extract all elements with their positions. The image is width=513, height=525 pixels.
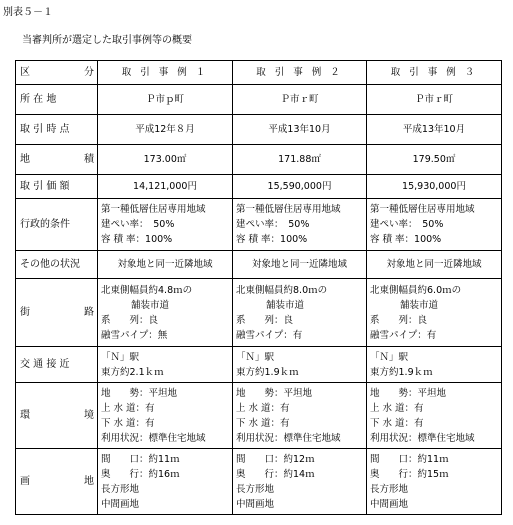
header-kubun: [16, 61, 98, 85]
water-text: 上 水 道：有: [370, 402, 424, 414]
access-case-3: [367, 347, 502, 383]
terrain-text: 地 勢：平坦地: [236, 387, 313, 399]
sewer-text: 下 水 道：有: [236, 417, 290, 429]
far-text: 容 積 率：100%: [101, 234, 173, 245]
location-label: 所 在 地: [16, 85, 98, 115]
coverage-text: 建ぺい率： 50%: [370, 219, 444, 230]
access-case-1: [98, 347, 233, 383]
time-case-2: 平成13年10月: [233, 115, 367, 145]
other-case-3: 対象地と同一近隣地域: [367, 251, 502, 279]
price-case-2: 15,590,000円: [233, 175, 367, 199]
price-row: [16, 175, 502, 199]
road-type-text: 舗装市道: [400, 299, 439, 311]
other-row: [16, 251, 502, 279]
road-case-3: [367, 279, 502, 347]
admin-case-2: [233, 199, 367, 251]
snow-pipe-text: 融雪パイプ：有: [236, 329, 303, 341]
road-series-text: 系 列：良: [101, 314, 159, 326]
snow-pipe-text: 融雪パイプ：無: [101, 329, 168, 341]
location-row: [16, 85, 502, 115]
time-case-1: 平成12年８月: [98, 115, 233, 145]
lot-label-right: 地: [84, 476, 94, 487]
admin-case-3: [367, 199, 502, 251]
admin-case-1: [98, 199, 233, 251]
area-label-right: 積: [84, 154, 94, 165]
zoning-text: 第一種低層住居専用地域: [370, 204, 475, 215]
admin-label: 行政的条件: [16, 199, 98, 251]
access-case-2: [233, 347, 367, 383]
frontage-text: 間 口：約11ｍ: [101, 453, 180, 465]
water-text: 上 水 道：有: [236, 402, 290, 414]
area-label-left: 地: [20, 154, 30, 165]
sewer-text: 下 水 道：有: [101, 417, 155, 429]
road-label-right: 路: [84, 307, 94, 318]
coverage-text: 建ぺい率： 50%: [101, 219, 175, 230]
sewer-text: 下 水 道：有: [370, 417, 424, 429]
page-title: 当審判所が選定した取引事例等の概要: [22, 35, 192, 46]
position-text: 中間画地: [236, 498, 275, 510]
far-text: 容 積 率：100%: [370, 234, 442, 245]
terrain-text: 地 勢：平坦地: [101, 387, 178, 399]
price-case-1: 14,121,000円: [98, 175, 233, 199]
time-case-3: 平成13年10月: [367, 115, 502, 145]
road-width-text: 北東側幅員約4.8ｍの: [101, 284, 193, 296]
usage-text: 利用状況：標準住宅地域: [101, 432, 206, 444]
other-case-1: 対象地と同一近隣地域: [98, 251, 233, 279]
price-label: 取 引 価 額: [16, 175, 98, 199]
road-case-1: [98, 279, 233, 347]
station-text: 「Ｎ」駅: [101, 351, 140, 363]
road-type-text: 舗装市道: [131, 299, 170, 311]
access-label: 交 通 接 近: [16, 347, 98, 383]
position-text: 中間画地: [370, 498, 409, 510]
shape-text: 長方形地: [101, 483, 140, 495]
distance-text: 東方約2.1ｋｍ: [101, 366, 164, 378]
area-case-1: 173.00㎡: [98, 145, 233, 175]
location-case-2: Ｐ市ｒ町: [233, 85, 367, 115]
admin-row: [16, 199, 502, 251]
depth-text: 奥 行：約14ｍ: [236, 468, 315, 480]
lot-row: [16, 449, 502, 515]
usage-text: 利用状況：標準住宅地域: [370, 432, 475, 444]
lot-case-2: [233, 449, 367, 515]
zoning-text: 第一種低層住居専用地域: [101, 204, 206, 215]
lot-case-3: [367, 449, 502, 515]
env-case-1: [98, 383, 233, 449]
snow-pipe-text: 融雪パイプ：有: [370, 329, 437, 341]
env-case-3: [367, 383, 502, 449]
other-case-2: 対象地と同一近隣地域: [233, 251, 367, 279]
time-label: 取 引 時 点: [16, 115, 98, 145]
env-label-right: 境: [84, 410, 94, 421]
depth-text: 奥 行：約16ｍ: [101, 468, 180, 480]
water-text: 上 水 道：有: [101, 402, 155, 414]
env-row: [16, 383, 502, 449]
zoning-text: 第一種低層住居専用地域: [236, 204, 341, 215]
road-type-text: 舗装市道: [266, 299, 305, 311]
lot-label-left: 画: [20, 476, 30, 487]
header-kubun-right: 分: [84, 67, 94, 78]
location-case-1: Ｐ市ｐ町: [98, 85, 233, 115]
header-case-2: 取 引 事 例 ２: [233, 61, 367, 85]
shape-text: 長方形地: [370, 483, 409, 495]
other-label: その他の状況: [16, 251, 98, 279]
lot-label: [16, 449, 98, 515]
price-case-3: 15,930,000円: [367, 175, 502, 199]
road-width-text: 北東側幅員約6.0ｍの: [370, 284, 462, 296]
station-text: 「Ｎ」駅: [236, 351, 275, 363]
road-width-text: 北東側幅員約8.0ｍの: [236, 284, 328, 296]
terrain-text: 地 勢：平坦地: [370, 387, 447, 399]
transaction-cases-table: [15, 60, 502, 515]
time-row: [16, 115, 502, 145]
road-row: [16, 279, 502, 347]
depth-text: 奥 行：約15ｍ: [370, 468, 449, 480]
header-row: [16, 61, 502, 85]
road-label-left: 街: [20, 307, 30, 318]
env-label-left: 環: [20, 410, 30, 421]
header-case-1: 取 引 事 例 １: [98, 61, 233, 85]
lot-case-1: [98, 449, 233, 515]
position-text: 中間画地: [101, 498, 140, 510]
area-case-2: 171.88㎡: [233, 145, 367, 175]
road-series-text: 系 列：良: [236, 314, 294, 326]
road-series-text: 系 列：良: [370, 314, 428, 326]
station-text: 「Ｎ」駅: [370, 351, 409, 363]
coverage-text: 建ぺい率： 50%: [236, 219, 310, 230]
shape-text: 長方形地: [236, 483, 275, 495]
location-case-3: Ｐ市ｒ町: [367, 85, 502, 115]
env-label: [16, 383, 98, 449]
area-case-3: 179.50㎡: [367, 145, 502, 175]
access-row: [16, 347, 502, 383]
area-label: [16, 145, 98, 175]
area-row: [16, 145, 502, 175]
distance-text: 東方約1.9ｋｍ: [236, 366, 299, 378]
appendix-label: 別表５－１: [3, 7, 53, 18]
road-case-2: [233, 279, 367, 347]
far-text: 容 積 率：100%: [236, 234, 308, 245]
frontage-text: 間 口：約12ｍ: [236, 453, 315, 465]
header-kubun-left: 区: [20, 67, 30, 78]
frontage-text: 間 口：約11ｍ: [370, 453, 449, 465]
distance-text: 東方約1.9ｋｍ: [370, 366, 433, 378]
env-case-2: [233, 383, 367, 449]
header-case-3: 取 引 事 例 ３: [367, 61, 502, 85]
road-label: [16, 279, 98, 347]
usage-text: 利用状況：標準住宅地域: [236, 432, 341, 444]
